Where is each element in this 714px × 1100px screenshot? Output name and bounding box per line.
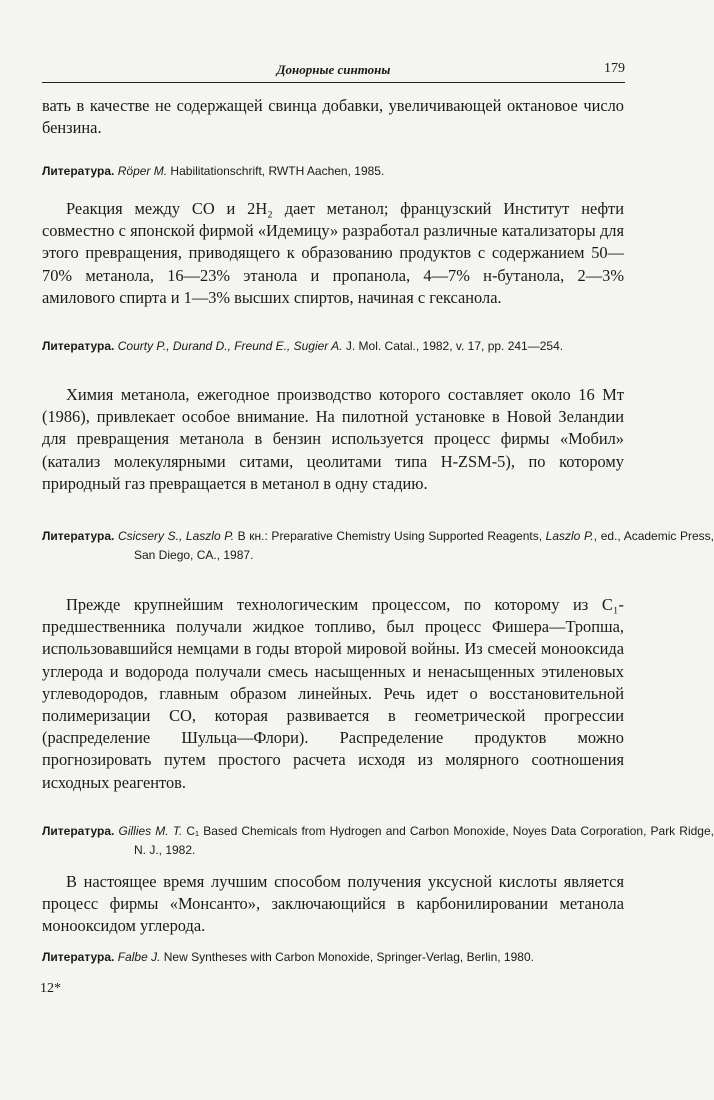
reference-details: J. Mol. Catal., 1982, v. 17, pp. 241—254. [342,339,564,353]
reference-label: Литература. [42,529,115,543]
reference-2 [42,337,714,356]
reference-label: Литература. [42,950,115,964]
reference-details: В кн.: Preparative Chemistry Using Supported Reagents, [234,529,546,543]
reference-authors: Gillies M. T. [118,824,183,838]
printer-signature: 12* [40,981,61,996]
reference-authors: Courty P., Durand D., Freund E., Sugier A. [117,339,343,353]
paragraph-3: Химия метанола, ежегодное производство которого составляет около 16 Мт (1986), привлекает особое внимание. На пилотной установке в Новой Зеландии для превращения метанола в бензин используется процесс фирмы «Мобил» (катализ молекулярными ситами, цеолитами типа H-ZSM-5), по которому природный газ превращается в метанол в одну стадию. [42,385,624,493]
paragraph-5: В настоящее время лучшим способом получения уксусной кислоты является процесс фирмы «Монсанто», заключающийся в карбонилировании метанола монооксидом углерода. [42,872,624,936]
reference-4 [42,822,714,859]
paragraph-2: Реакция между СО и 2Н₂ дает метанол; французский Институт нефти совместно с японской фирмой «Идемицу» разработал различные катализаторы для этого превращения, приводящего к образованию продуктов с содержанием 50—70% метанола, 16—23% этанола и пропанола, 4—7% н-бутанола, 2—3% амилового спирта и 1—3% высших спиртов, начиная с гексанола. [42,199,624,307]
reference-details-end: , ed., Academic Press, San Diego, CA., 1987. [134,529,714,562]
reference-label: Литература. [42,824,115,838]
paragraph-1: вать в качестве не содержащей свинца добавки, увеличивающей октановое число бензина. [42,96,624,138]
page-header [42,58,625,83]
paragraph-4: Прежде крупнейшим технологическим процессом, по которому из C₁-предшественника получали жидкое топливо, был процесс Фишера—Тропша, использовавшийся немцами в годы второй мировой войны. Из смесей монооксида углерода и водорода получали смесь насыщенных и ненасыщенных этиленовых углеводородов, главным образом линейных. Речь идет о восстановительной полимеризации СО, которая развивается в геометрической прогрессии (распределение Шульца—Флори). Распределение продуктов можно прогнозировать путем простого расчета исходя из молярного соотношения исходных реагентов. [42,595,624,792]
reference-3 [42,527,714,564]
reference-authors: Falbe J. [117,950,161,964]
running-title: Донорные синтоны [276,62,391,77]
reference-details: New Syntheses with Carbon Monoxide, Springer-Verlag, Berlin, 1980. [160,950,534,964]
reference-1 [42,162,714,181]
reference-5 [42,948,714,967]
reference-label: Литература. [42,339,115,353]
reference-details: Habilitationschrift, RWTH Aachen, 1985. [167,164,385,178]
page-number: 179 [604,61,625,76]
reference-editor: Laszlo P. [545,529,594,543]
reference-authors: Csicsery S., Laszlo P. [118,529,235,543]
reference-authors: Röper M. [117,164,168,178]
reference-details: C₁ Based Chemicals from Hydrogen and Carbon Monoxide, Noyes Data Corporation, Park Ridge, N. J., 1982. [134,824,714,857]
reference-label: Литература. [42,164,115,178]
